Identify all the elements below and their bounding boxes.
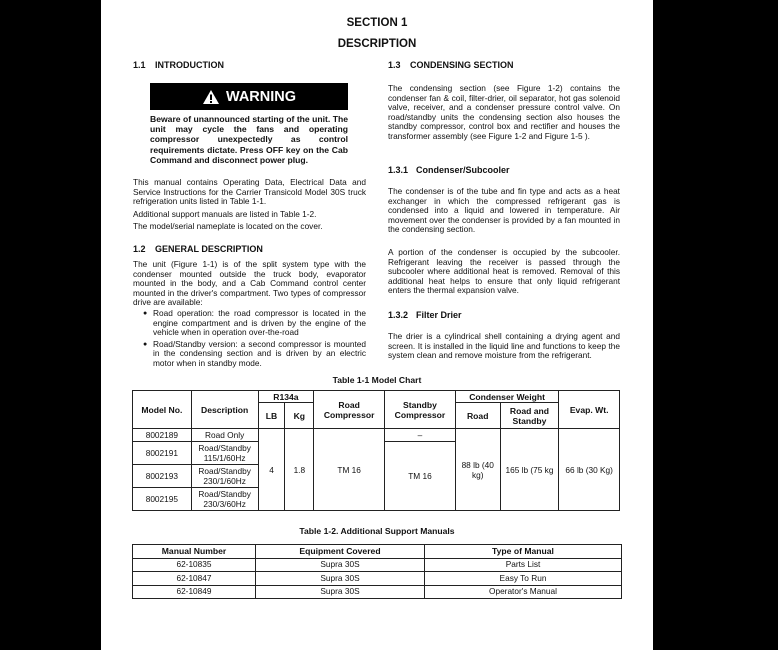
table-cell: Road/Standby 230/1/60Hz [191, 465, 258, 488]
drier-paragraph: The drier is a cylindrical shell containing a drying agent and screen. It is installed in the liquid line and functions to keep the system clean and remove moisture from the refrigerant. [388, 331, 620, 361]
model-chart-table [132, 390, 620, 511]
col-manual-number: Manual Number [133, 545, 256, 559]
drive-list [133, 309, 366, 369]
col-equipment-covered: Equipment Covered [256, 545, 425, 559]
col-road-compressor: Road Compressor [314, 391, 385, 429]
general-paragraph: The unit (Figure 1-1) is of the split system type with the condenser mounted outside the truck body, evaporator mounted in the body, and a Cab Command control center mounted in the driver's compartment. Two types of compressor drive are available: [133, 259, 366, 308]
col-standby-compressor: Standby Compressor [385, 391, 456, 429]
table-cell: 4 [258, 429, 285, 511]
list-item: ● Road/Standby version: a second compressor is mounted in the condensing section and is driven by an electric motor when in standby mode. [143, 340, 366, 369]
table-cell: 62-10847 [133, 572, 256, 586]
table-cell: Parts List [425, 558, 622, 572]
table-cell: TM 16 [385, 442, 456, 511]
heading-condensing-section: 1.3 CONDENSING SECTION [388, 60, 514, 70]
heading-general-description: 1.2 GENERAL DESCRIPTION [133, 244, 263, 254]
table-cell: 62-10835 [133, 558, 256, 572]
table-cell: Road/Standby 115/1/60Hz [191, 442, 258, 465]
table-row [133, 585, 622, 599]
table-row [133, 429, 620, 442]
table-cell: 8002191 [133, 442, 192, 465]
list-item: ● Road operation: the road compressor is located in the engine compartment and is driven by the engine of the vehicle when in operation over-the-road [143, 309, 366, 338]
col-kg: Kg [285, 403, 314, 429]
table-cell: 62-10849 [133, 585, 256, 599]
support-paragraph: Additional support manuals are listed in Table 1-2. [133, 208, 317, 219]
section-title: DESCRIPTION [337, 38, 417, 50]
table-cell: 8002193 [133, 465, 192, 488]
col-model: Model No. [133, 391, 192, 429]
table-cell: TM 16 [314, 429, 385, 511]
table-cell: 66 lb (30 Kg) [559, 429, 620, 511]
col-road-standby: Road and Standby [500, 403, 559, 429]
table-cell: – [385, 429, 456, 442]
table-cell: Easy To Run [425, 572, 622, 586]
table-cell: Operator's Manual [425, 585, 622, 599]
col-type-of-manual: Type of Manual [425, 545, 622, 559]
heading-filter-drier: 1.3.2 Filter Drier [388, 310, 462, 320]
table-cell: 1.8 [285, 429, 314, 511]
section-number: SECTION 1 [346, 17, 408, 29]
table-cell: Road/Standby 230/3/60Hz [191, 488, 258, 511]
table-row [133, 558, 622, 572]
col-description: Description [191, 391, 258, 429]
warning-label: WARNING [225, 88, 297, 105]
heading-introduction: 1.1 INTRODUCTION [133, 60, 224, 70]
warning-text: Beware of unannounced starting of the unit. The unit may cycle the fans and operating compressor unexpectedly as control requirements dictate. Press OFF key on the Cab Command and disconnect power plug. [150, 114, 348, 165]
table2-caption: Table 1-2. Additional Support Manuals [299, 526, 455, 536]
intro-paragraph: This manual contains Operating Data, Electrical Data and Service Instructions for the Carrier Transicold Model 30S truck refrigeration units listed in Table 1-1. [133, 177, 366, 207]
table-cell: 8002195 [133, 488, 192, 511]
warning-triangle-icon [202, 89, 220, 105]
document-page [101, 0, 653, 650]
heading-condenser-subcooler: 1.3.1 Condenser/Subcooler [388, 165, 510, 175]
col-evap-weight: Evap. Wt. [559, 391, 620, 429]
subcooler-paragraph: A portion of the condenser is occupied by the subcooler. Refrigerant leaving the receiver is passed through the subcooler where additional heat is removed. Removal of this additional heat helps to ensure that only liquid refrigerant enters the thermal expansion valve. [388, 247, 620, 296]
table-cell: 8002189 [133, 429, 192, 442]
col-lb: LB [258, 403, 285, 429]
col-condenser-weight: Condenser Weight [455, 391, 558, 403]
table-cell: Supra 30S [256, 558, 425, 572]
table-cell: 165 lb (75 kg [500, 429, 559, 511]
nameplate-paragraph: The model/serial nameplate is located on the cover. [133, 221, 323, 232]
intro-text [133, 178, 366, 232]
condenser-paragraph: The condenser is of the tube and fin type and acts as a heat exchanger in which the compressed refrigerant gas is condensed into a liquid and lowered in temperature. Air movement over the condenser is provided by a fan mounted in the condensing section. [388, 186, 620, 235]
col-road: Road [455, 403, 500, 429]
table-cell: Supra 30S [256, 585, 425, 599]
condensing-paragraph: The condensing section (see Figure 1-2) contains the condenser fan & coil, filter-drier, oil separator, hot gas solenoid valve, receiver, and a condenser pressure control valve. On road/standby units the condensing section also houses the standby compressor, control box and rectifier and houses the transformer assembly (see Figure 1-2 and Figure 1-5 ). [388, 83, 620, 141]
table-cell: 88 lb (40 kg) [455, 429, 500, 511]
table-cell: Road Only [191, 429, 258, 442]
support-manuals-table [132, 544, 622, 599]
col-r134a: R134a [258, 391, 314, 403]
warning-banner [150, 83, 348, 110]
table1-caption: Table 1-1 Model Chart [332, 375, 422, 385]
table-row [133, 572, 622, 586]
table-cell: Supra 30S [256, 572, 425, 586]
general-text [133, 260, 366, 371]
